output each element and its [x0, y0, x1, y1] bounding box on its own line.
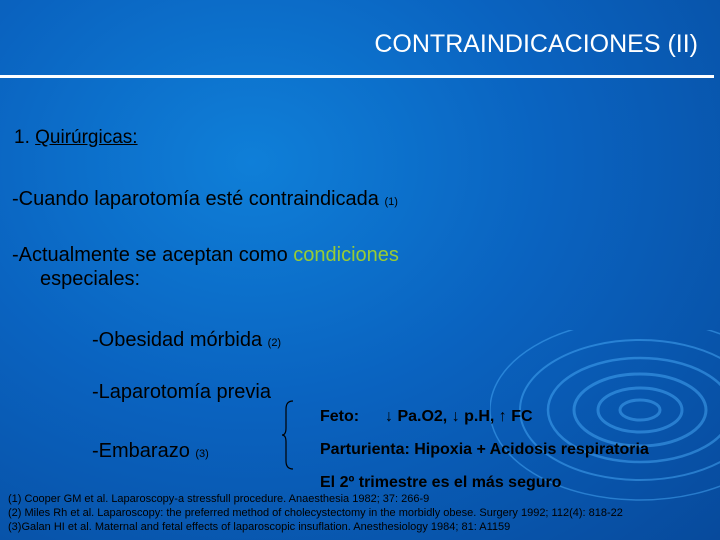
footnote: (3)Galan HI et al. Maternal and fetal effects of laparoscopic insuflation. Anesthesiology 1984; 81: A1159: [8, 521, 511, 533]
bullet-condiciones-especiales: [12, 244, 399, 267]
item-text: -Embarazo: [92, 440, 190, 462]
bullet-text: -Cuando laparotomía esté contraindicada: [12, 188, 379, 210]
footnote: (1) Cooper GM et al. Laparoscopy-a stressfull procedure. Anaesthesia 1982; 37: 266-9: [8, 493, 430, 505]
slide-title: CONTRAINDICACIONES (II): [374, 30, 698, 58]
left-brace: [281, 400, 295, 470]
heading-number: 1.: [14, 127, 30, 148]
item-embarazo: [92, 440, 209, 463]
bullet-text: -Actualmente se aceptan como: [12, 244, 288, 266]
title-underline: [0, 75, 714, 78]
reference-marker: (3): [195, 448, 209, 460]
heading-text: Quirúrgicas:: [35, 127, 138, 148]
reference-marker: (1): [384, 196, 398, 208]
footnote: (2) Miles Rh et al. Laparoscopy: the preferred method of cholecystectomy in the morbidly obese. Surgery 1992; 112(4): 818-22: [8, 507, 623, 519]
section-heading: [14, 127, 138, 149]
highlighted-text: condiciones: [293, 244, 399, 266]
item-laparotomia-previa: -Laparotomía previa: [92, 381, 271, 403]
parturienta-text: Parturienta: Hipoxia + Acidosis respiratoria: [320, 441, 649, 458]
feto-values: ↓ Pa.O2, ↓ p.H, ↑ FC: [385, 408, 533, 425]
footnotes: [8, 492, 623, 534]
trimestre-note: El 2º trimestre es el más seguro: [320, 474, 562, 491]
reference-marker: (2): [267, 337, 282, 349]
item-text: -Obesidad mórbida: [92, 329, 263, 351]
feto-label: Feto:: [320, 408, 360, 425]
bullet-continuation: especiales:: [40, 268, 141, 290]
bullet-laparotomia-contraindicada: [12, 188, 398, 211]
item-obesidad: [92, 329, 281, 352]
